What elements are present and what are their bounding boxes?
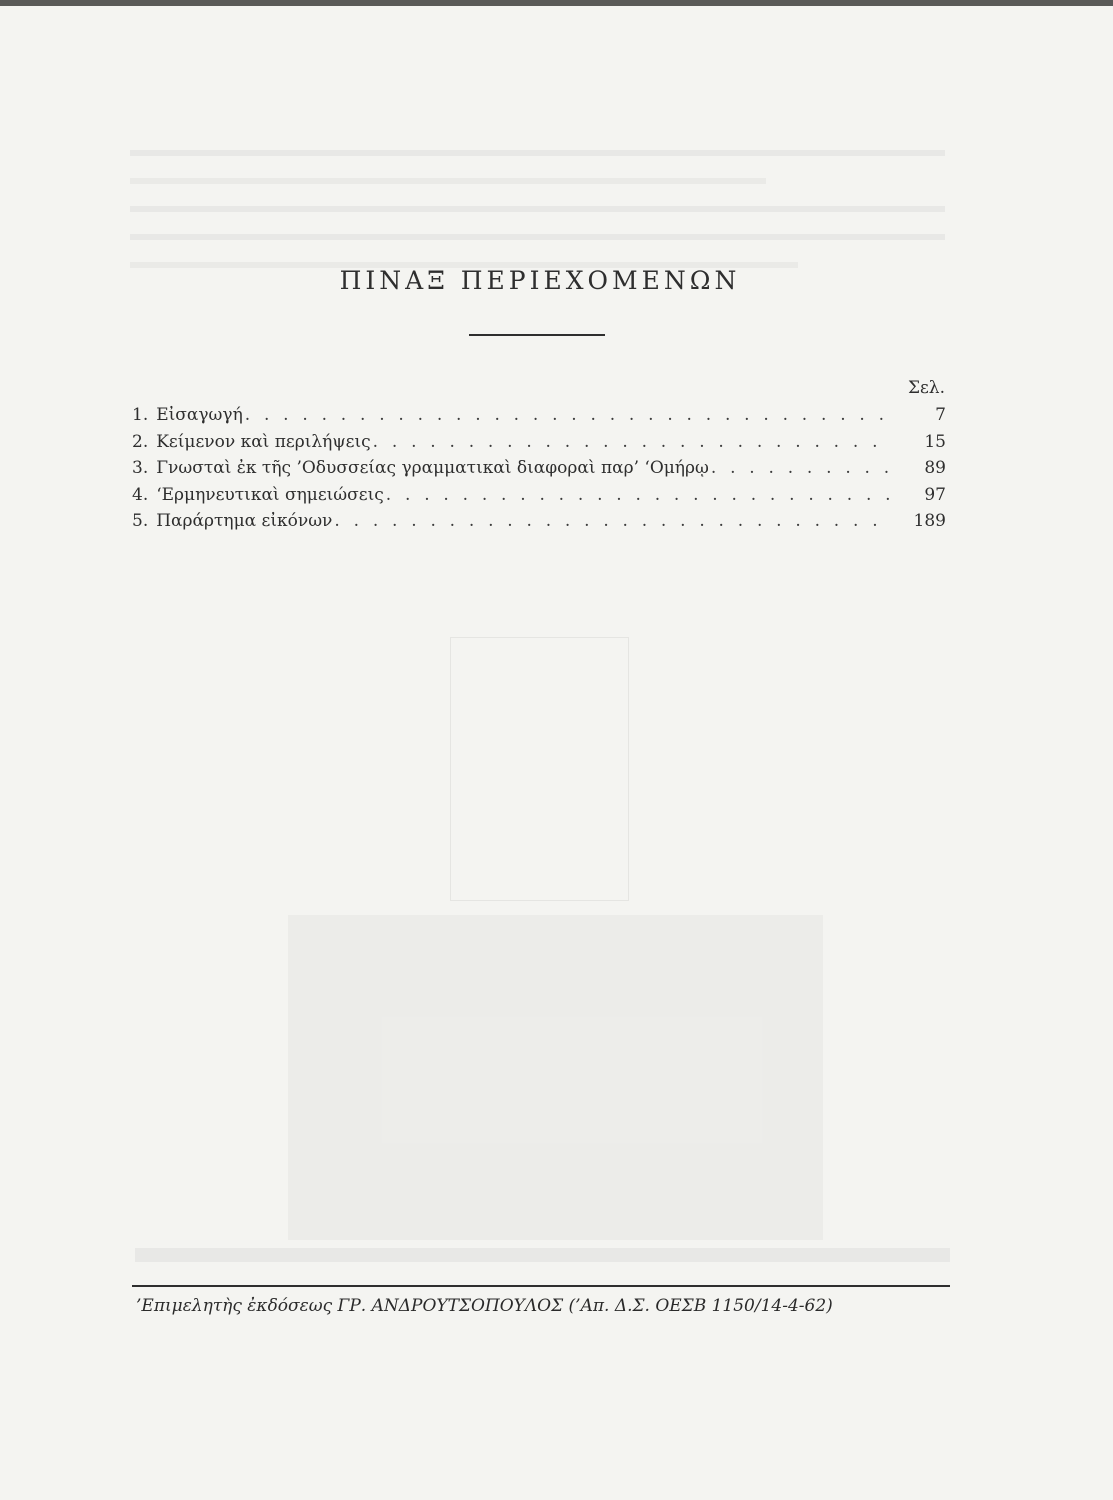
bleed-through-text-block bbox=[130, 140, 945, 280]
toc-entry bbox=[132, 432, 946, 459]
toc-entry-number: 4. bbox=[132, 484, 149, 505]
toc-entry-number: 2. bbox=[132, 431, 149, 452]
bleed-through-frame bbox=[450, 637, 629, 901]
toc-entry-page: 7 bbox=[935, 405, 946, 425]
footer-rule bbox=[132, 1285, 950, 1287]
bleed-through-image bbox=[288, 915, 823, 1240]
toc-entry-title: Εἰσαγωγή bbox=[156, 405, 243, 425]
toc-entry-title: Παράρτημα εἰκόνων bbox=[156, 511, 333, 531]
toc-entry-page: 189 bbox=[913, 511, 946, 531]
toc-entry bbox=[132, 458, 946, 485]
toc-entry-number: 1. bbox=[132, 405, 149, 425]
bleed-through-line bbox=[135, 1248, 950, 1262]
scan-top-edge bbox=[0, 0, 1113, 6]
title-underline bbox=[469, 334, 605, 336]
dot-leader bbox=[373, 432, 892, 452]
table-of-contents bbox=[132, 405, 946, 538]
page-column-header: Σελ. bbox=[907, 378, 945, 398]
editor-credit: ’Επιμελητὴς ἐκδόσεως ΓΡ. ΑΝΔΡΟΥΤΣΟΠΟΥΛΟΣ (’Απ. Δ.Σ. ΟΕΣΒ 1150/14-4-62) bbox=[136, 1296, 833, 1316]
toc-entry-title: Γνωσταὶ ἐκ τῆς ’Οδυσσείας γραμματικαὶ διαφοραὶ παρ’ ‘Ομήρῳ bbox=[156, 458, 709, 478]
dot-leader bbox=[711, 458, 892, 478]
toc-entry bbox=[132, 405, 946, 432]
toc-entry bbox=[132, 485, 946, 512]
dot-leader bbox=[245, 405, 892, 425]
toc-entry-page: 97 bbox=[924, 484, 946, 505]
dot-leader bbox=[386, 485, 892, 505]
toc-entry-title: Κείμενον καὶ περιλήψεις bbox=[156, 431, 371, 452]
dot-leader bbox=[334, 511, 892, 531]
toc-entry-title: ‘Ερμηνευτικαὶ σημειώσεις bbox=[156, 484, 384, 505]
toc-entry-number: 5. bbox=[132, 511, 149, 531]
page-title: ΠΙΝΑΞ ΠΕΡΙΕΧΟΜΕΝΩΝ bbox=[339, 266, 741, 295]
toc-entry-page: 15 bbox=[924, 431, 946, 452]
toc-entry-number: 3. bbox=[132, 458, 149, 478]
toc-entry-page: 89 bbox=[924, 458, 946, 478]
toc-entry bbox=[132, 511, 946, 538]
